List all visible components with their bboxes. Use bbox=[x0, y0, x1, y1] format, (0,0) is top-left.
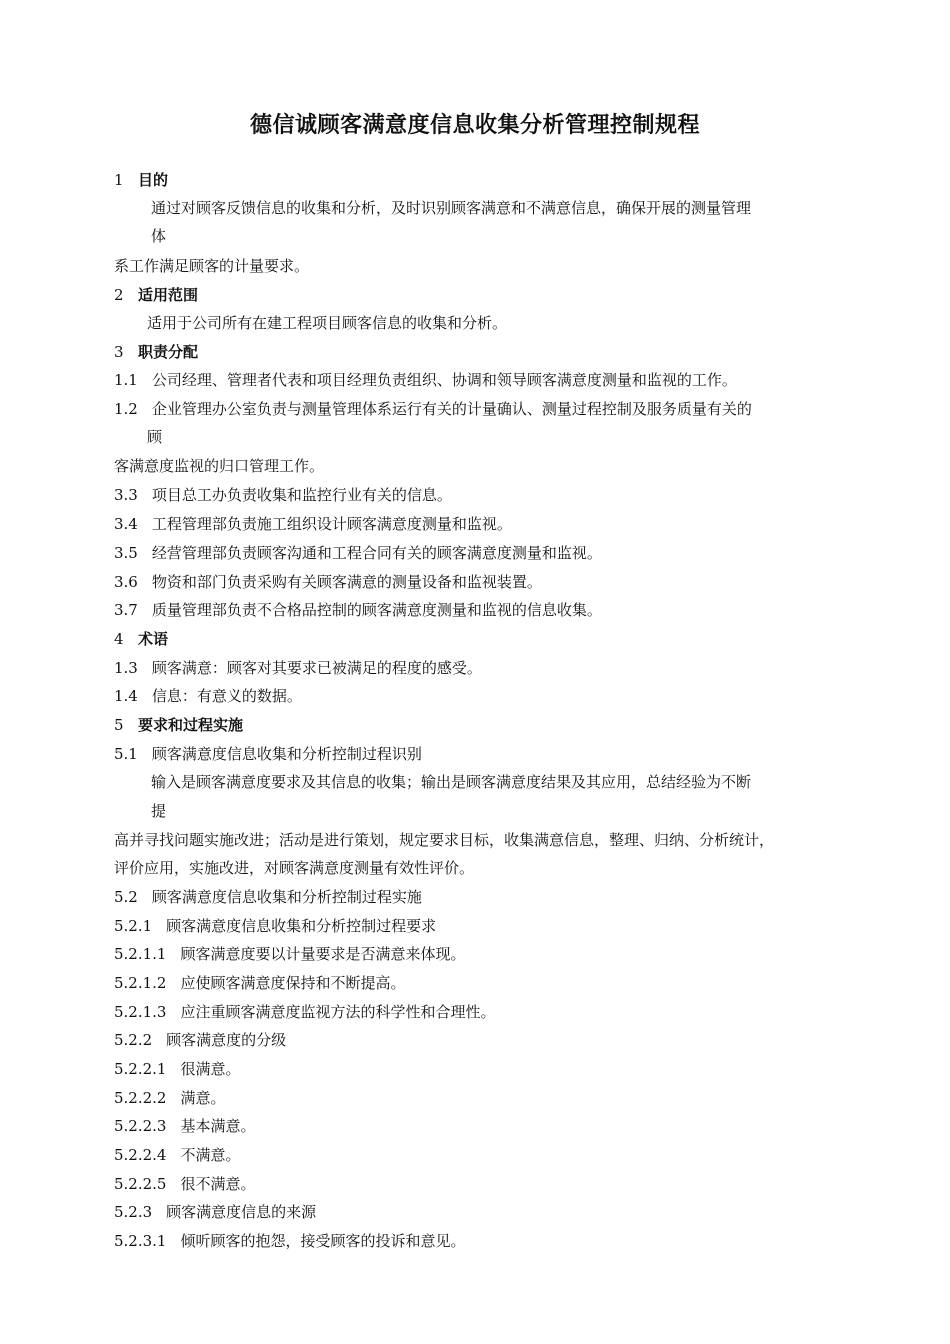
list-item bbox=[114, 600, 602, 620]
section-number: 4 bbox=[114, 630, 124, 648]
item-number: 5.2.1.1 bbox=[114, 945, 167, 963]
item-number: 1.4 bbox=[114, 687, 138, 705]
list-item bbox=[114, 744, 422, 764]
list-item bbox=[114, 1145, 241, 1165]
list-item bbox=[114, 1116, 256, 1136]
list-item bbox=[114, 887, 422, 907]
section-heading bbox=[114, 715, 243, 735]
item-text: 顾客满意度信息收集和分析控制过程要求 bbox=[166, 917, 437, 935]
list-item bbox=[114, 514, 512, 534]
paragraph-line: 通过对顾客反馈信息的收集和分析，及时识别顾客满意和不满意信息，确保开展的测量管理 bbox=[151, 199, 752, 217]
item-number: 5.2.2.3 bbox=[114, 1117, 167, 1135]
item-number: 5.2.2.2 bbox=[114, 1089, 167, 1107]
section-heading bbox=[114, 629, 168, 649]
list-item bbox=[114, 1088, 226, 1108]
item-text: 物资和部门负责采购有关顾客满意的测量设备和监视装置。 bbox=[151, 573, 542, 591]
paragraph-line: 客满意度监视的归口管理工作。 bbox=[114, 457, 325, 475]
item-number: 3.7 bbox=[114, 601, 138, 619]
section-number: 1 bbox=[114, 171, 124, 189]
section-heading bbox=[114, 342, 198, 362]
item-text: 顾客满意度信息的来源 bbox=[166, 1203, 317, 1221]
section-title: 术语 bbox=[138, 630, 169, 648]
item-text: 很不满意。 bbox=[180, 1175, 256, 1193]
list-item bbox=[114, 1002, 496, 1022]
item-text: 顾客满意度要以计量要求是否满意来体现。 bbox=[180, 945, 466, 963]
item-number: 3.6 bbox=[114, 573, 138, 591]
item-number: 5.2.2.5 bbox=[114, 1175, 167, 1193]
item-text: 不满意。 bbox=[180, 1146, 241, 1164]
item-text: 信息：有意义的数据。 bbox=[151, 687, 302, 705]
list-item bbox=[114, 1231, 466, 1251]
paragraph-line: 体 bbox=[151, 227, 167, 245]
item-number: 5.1 bbox=[114, 745, 138, 763]
section-number: 2 bbox=[114, 286, 124, 304]
document-title: 德信诚顾客满意度信息收集分析管理控制规程 bbox=[249, 113, 700, 138]
item-text: 应使顾客满意度保持和不断提高。 bbox=[180, 974, 406, 992]
paragraph-line: 提 bbox=[151, 802, 167, 820]
list-item bbox=[114, 916, 436, 936]
section-title: 职责分配 bbox=[138, 343, 199, 361]
paragraph-line: 适用于公司所有在建工程项目顾客信息的收集和分析。 bbox=[147, 314, 508, 332]
list-item bbox=[114, 973, 406, 993]
item-number: 1.1 bbox=[114, 371, 138, 389]
list-item bbox=[114, 944, 466, 964]
item-text: 顾客满意度信息收集和分析控制过程识别 bbox=[151, 745, 422, 763]
section-number: 3 bbox=[114, 343, 124, 361]
item-text: 顾客满意：顾客对其要求已被满足的程度的感受。 bbox=[151, 659, 482, 677]
list-item bbox=[114, 399, 752, 419]
list-item bbox=[114, 572, 542, 592]
item-number: 5.2.2.4 bbox=[114, 1146, 167, 1164]
item-text: 质量管理部负责不合格品控制的顾客满意度测量和监视的信息收集。 bbox=[151, 601, 602, 619]
section-number: 5 bbox=[114, 716, 124, 734]
item-number: 1.3 bbox=[114, 659, 138, 677]
list-item bbox=[114, 658, 482, 678]
item-number: 1.2 bbox=[114, 400, 138, 418]
section-title: 适用范围 bbox=[138, 286, 199, 304]
paragraph-line: 输入是顾客满意度要求及其信息的收集；输出是顾客满意度结果及其应用，总结经验为不断 bbox=[151, 773, 752, 791]
item-text: 项目总工办负责收集和监控行业有关的信息。 bbox=[151, 486, 452, 504]
paragraph-line: 高并寻找问题实施改进；活动是进行策划，规定要求目标，收集满意信息，整理、归纳、分析统计， bbox=[114, 831, 775, 849]
section-heading bbox=[114, 285, 198, 305]
item-text: 满意。 bbox=[180, 1089, 226, 1107]
item-text: 很满意。 bbox=[180, 1060, 241, 1078]
list-item bbox=[114, 370, 737, 390]
item-number: 5.2 bbox=[114, 888, 138, 906]
list-item bbox=[114, 1059, 241, 1079]
list-item bbox=[114, 1202, 316, 1222]
item-number: 5.2.3.1 bbox=[114, 1232, 167, 1250]
list-item bbox=[114, 1174, 256, 1194]
item-number: 5.2.1 bbox=[114, 917, 153, 935]
section-title: 目的 bbox=[138, 171, 169, 189]
item-number: 3.5 bbox=[114, 544, 138, 562]
item-number: 3.3 bbox=[114, 486, 138, 504]
item-text: 应注重顾客满意度监视方法的科学性和合理性。 bbox=[180, 1003, 496, 1021]
item-text: 企业管理办公室负责与测量管理体系运行有关的计量确认、测量过程控制及服务质量有关的 bbox=[151, 400, 752, 418]
item-number: 5.2.1.3 bbox=[114, 1003, 167, 1021]
list-item bbox=[114, 543, 602, 563]
item-text: 公司经理、管理者代表和项目经理负责组织、协调和领导顾客满意度测量和监视的工作。 bbox=[151, 371, 737, 389]
item-number: 5.2.3 bbox=[114, 1203, 153, 1221]
list-item bbox=[114, 485, 452, 505]
item-number: 3.4 bbox=[114, 515, 138, 533]
item-text: 顾客满意度的分级 bbox=[166, 1031, 287, 1049]
item-text: 倾听顾客的抱怨，接受顾客的投诉和意见。 bbox=[180, 1232, 466, 1250]
list-item bbox=[114, 686, 302, 706]
list-item bbox=[114, 1030, 286, 1050]
paragraph-line: 系工作满足顾客的计量要求。 bbox=[114, 257, 310, 275]
item-text: 基本满意。 bbox=[180, 1117, 256, 1135]
item-number: 5.2.2.1 bbox=[114, 1060, 167, 1078]
item-number: 5.2.2 bbox=[114, 1031, 153, 1049]
item-number: 5.2.1.2 bbox=[114, 974, 167, 992]
paragraph-line: 评价应用，实施改进，对顾客满意度测量有效性评价。 bbox=[114, 859, 475, 877]
paragraph-line: 顾 bbox=[147, 428, 163, 446]
item-text: 顾客满意度信息收集和分析控制过程实施 bbox=[151, 888, 422, 906]
item-text: 经营管理部负责顾客沟通和工程合同有关的顾客满意度测量和监视。 bbox=[151, 544, 602, 562]
section-heading bbox=[114, 170, 168, 190]
section-title: 要求和过程实施 bbox=[138, 716, 244, 734]
item-text: 工程管理部负责施工组织设计顾客满意度测量和监视。 bbox=[151, 515, 512, 533]
